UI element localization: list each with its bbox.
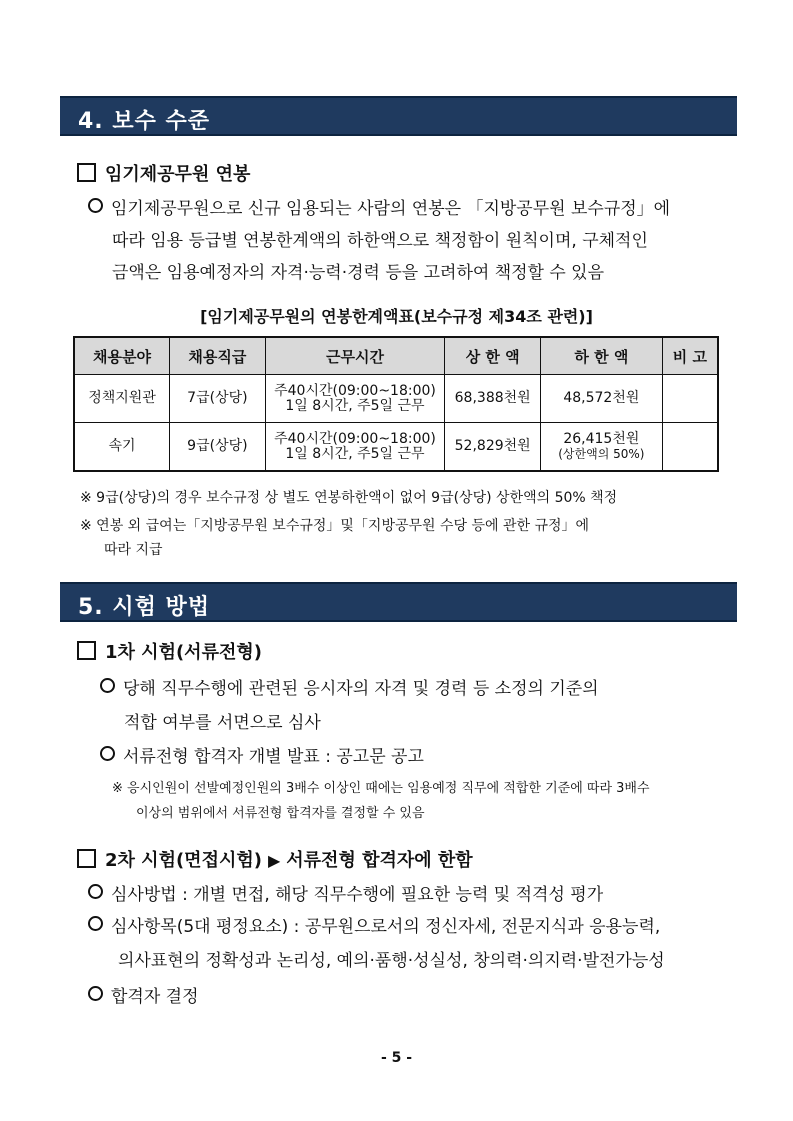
exam1-heading (77, 638, 262, 664)
item-text: 서류전형 합격자 개별 발표 : 공고문 공고 (123, 747, 424, 767)
exam2-item-3 (88, 982, 199, 1007)
exam2-item-2 (88, 912, 660, 937)
section-4-title: 4. 보수 수준 (78, 109, 210, 134)
lower-note: (상한액의 50%) (558, 446, 645, 461)
cell-remark (662, 423, 718, 472)
salary-table (73, 336, 719, 472)
circle-bullet-icon (100, 678, 115, 693)
salary-subheading (77, 160, 250, 186)
table-title: [임기제공무원의 연봉한계액표(보수규정 제34조 관련)] (200, 307, 593, 326)
exam2-heading-suffix: 서류전형 합격자에 한함 (286, 850, 473, 871)
circle-bullet-icon (88, 986, 103, 1001)
section-5-bar (60, 582, 737, 622)
salary-para-line-2: 따라 임용 등급별 연봉한계액의 하한액으로 책정함이 원칙이며, 구체적인 (112, 231, 648, 251)
circle-bullet-icon (100, 746, 115, 761)
circle-bullet-icon (88, 916, 103, 931)
hours-line-2: 1일 8시간, 주5일 근무 (285, 445, 425, 462)
header-field: 채용분야 (74, 337, 170, 375)
cell-hours (265, 423, 445, 472)
table-header-row (74, 337, 718, 375)
note-2-cont: 따라 지급 (104, 542, 163, 558)
triangle-right-icon: ▶ (267, 851, 281, 870)
exam2-item-1 (88, 880, 603, 905)
exam1-note-1: ※ 응시인원이 선발예정인원의 3배수 이상인 때에는 임용예정 직무에 적합한 기준에 따라 3배수 (112, 781, 650, 796)
note-2: ※ 연봉 외 급여는「지방공무원 보수규정」및「지방공무원 수당 등에 관한 규정」에 (80, 518, 590, 534)
salary-para-line-3: 금액은 임용예정자의 자격·능력·경력 등을 고려하여 책정할 수 있음 (112, 263, 605, 283)
exam1-item-1-cont: 적합 여부를 서면으로 심사 (124, 713, 321, 733)
hours-line-2: 1일 8시간, 주5일 근무 (285, 397, 425, 414)
exam1-item-1 (100, 674, 599, 699)
cell-grade: 9급(상당) (170, 423, 266, 472)
exam1-note-2: 이상의 범위에서 서류전형 합격자를 결정할 수 있음 (136, 806, 425, 821)
checkbox-square-icon (77, 163, 96, 182)
hours-line-1: 주40시간(09:00~18:00) (274, 382, 436, 399)
table-row (74, 375, 718, 423)
cell-grade: 7급(상당) (170, 375, 266, 423)
exam2-heading (77, 846, 473, 872)
cell-hours (265, 375, 445, 423)
item-text: 합격자 결정 (111, 987, 199, 1007)
exam1-heading-text: 1차 시험(서류전형) (105, 642, 262, 663)
item-text: 당해 직무수행에 관련된 응시자의 자격 및 경력 등 소정의 기준의 (123, 679, 599, 699)
cell-upper: 68,388천원 (445, 375, 541, 423)
section-4-bar (60, 96, 737, 136)
item-text: 심사항목(5대 평정요소) : 공무원으로서의 정신자세, 전문지식과 응용능력, (111, 917, 661, 937)
lower-value: 26,415천원 (563, 430, 640, 447)
salary-para-line-1 (88, 194, 670, 219)
lower-value: 48,572천원 (563, 390, 640, 406)
circle-bullet-icon (88, 198, 103, 213)
header-lower: 하 한 액 (541, 337, 663, 375)
cell-remark (662, 375, 718, 423)
header-hours: 근무시간 (265, 337, 445, 375)
item-text: 심사방법 : 개별 면접, 해당 직무수행에 필요한 능력 및 적격성 평가 (111, 885, 604, 905)
salary-subheading-text: 임기제공무원 연봉 (105, 164, 251, 185)
header-upper: 상 한 액 (445, 337, 541, 375)
page-number: - 5 - (380, 1050, 413, 1066)
header-grade: 채용직급 (170, 337, 266, 375)
exam2-heading-text: 2차 시험(면접시험) (105, 850, 262, 871)
checkbox-square-icon (77, 641, 96, 660)
checkbox-square-icon (77, 849, 96, 868)
exam1-item-2 (100, 742, 424, 767)
cell-upper: 52,829천원 (445, 423, 541, 472)
cell-field: 정책지원관 (74, 375, 170, 423)
note-1: ※ 9급(상당)의 경우 보수규정 상 별도 연봉하한액이 없어 9급(상당) 상한액의 50% 책정 (80, 490, 618, 506)
circle-bullet-icon (88, 884, 103, 899)
para-text: 임기제공무원으로 신규 임용되는 사람의 연봉은 「지방공무원 보수규정」에 (111, 199, 671, 219)
cell-field: 속기 (74, 423, 170, 472)
table-row (74, 423, 718, 472)
cell-lower (541, 375, 663, 423)
exam2-item-2-cont: 의사표현의 정확성과 논리성, 예의·품행·성실성, 창의력·의지력·발전가능성 (118, 951, 665, 971)
header-remark: 비 고 (662, 337, 718, 375)
cell-lower (541, 423, 663, 472)
hours-line-1: 주40시간(09:00~18:00) (274, 430, 436, 447)
section-5-title: 5. 시험 방법 (78, 595, 210, 620)
